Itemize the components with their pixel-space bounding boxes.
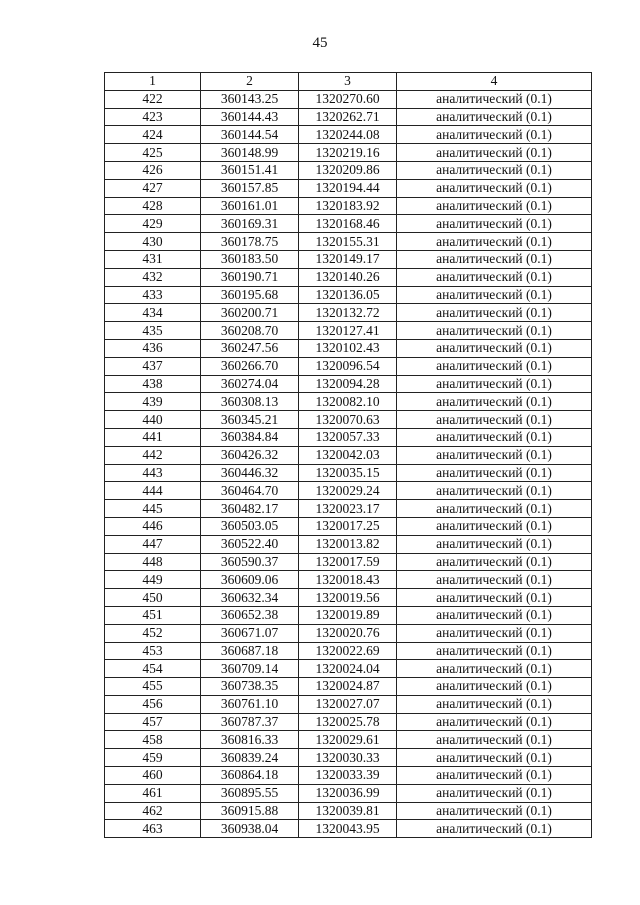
cell-point-number: 440: [105, 411, 201, 429]
cell-y-coordinate: 1320020.76: [299, 624, 397, 642]
cell-y-coordinate: 1320017.59: [299, 553, 397, 571]
table-row: [105, 678, 592, 696]
cell-y-coordinate: 1320030.33: [299, 749, 397, 767]
cell-method: аналитический (0.1): [397, 642, 592, 660]
cell-x-coordinate: 360183.50: [201, 250, 299, 268]
column-header-method: 4: [397, 73, 592, 91]
table-row: [105, 660, 592, 678]
cell-method: аналитический (0.1): [397, 731, 592, 749]
cell-y-coordinate: 1320155.31: [299, 233, 397, 251]
cell-point-number: 432: [105, 268, 201, 286]
table-row: [105, 411, 592, 429]
cell-method: аналитический (0.1): [397, 215, 592, 233]
table-body: [105, 90, 592, 837]
table-row: [105, 126, 592, 144]
cell-y-coordinate: 1320094.28: [299, 375, 397, 393]
cell-method: аналитический (0.1): [397, 446, 592, 464]
table-row: [105, 767, 592, 785]
table-row: [105, 197, 592, 215]
cell-y-coordinate: 1320018.43: [299, 571, 397, 589]
cell-method: аналитический (0.1): [397, 375, 592, 393]
cell-x-coordinate: 360274.04: [201, 375, 299, 393]
cell-method: аналитический (0.1): [397, 767, 592, 785]
cell-method: аналитический (0.1): [397, 322, 592, 340]
table-row: [105, 695, 592, 713]
cell-point-number: 423: [105, 108, 201, 126]
cell-y-coordinate: 1320017.25: [299, 517, 397, 535]
cell-method: аналитический (0.1): [397, 695, 592, 713]
table-row: [105, 517, 592, 535]
table-row: [105, 446, 592, 464]
cell-method: аналитический (0.1): [397, 144, 592, 162]
table-row: [105, 90, 592, 108]
table-row: [105, 802, 592, 820]
cell-method: аналитический (0.1): [397, 357, 592, 375]
cell-y-coordinate: 1320262.71: [299, 108, 397, 126]
cell-point-number: 463: [105, 820, 201, 838]
cell-method: аналитический (0.1): [397, 500, 592, 518]
cell-method: аналитический (0.1): [397, 233, 592, 251]
cell-y-coordinate: 1320082.10: [299, 393, 397, 411]
cell-method: аналитический (0.1): [397, 393, 592, 411]
cell-point-number: 444: [105, 482, 201, 500]
cell-y-coordinate: 1320033.39: [299, 767, 397, 785]
cell-y-coordinate: 1320057.33: [299, 428, 397, 446]
cell-point-number: 459: [105, 749, 201, 767]
table-row: [105, 464, 592, 482]
cell-point-number: 443: [105, 464, 201, 482]
table-row: [105, 731, 592, 749]
table-row: [105, 571, 592, 589]
table-row: [105, 250, 592, 268]
cell-point-number: 422: [105, 90, 201, 108]
cell-x-coordinate: 360208.70: [201, 322, 299, 340]
cell-y-coordinate: 1320027.07: [299, 695, 397, 713]
cell-point-number: 429: [105, 215, 201, 233]
table-row: [105, 749, 592, 767]
table-row: [105, 820, 592, 838]
cell-y-coordinate: 1320024.87: [299, 678, 397, 696]
cell-method: аналитический (0.1): [397, 126, 592, 144]
cell-y-coordinate: 1320102.43: [299, 339, 397, 357]
table-row: [105, 286, 592, 304]
coordinates-table: [104, 72, 592, 838]
cell-x-coordinate: 360671.07: [201, 624, 299, 642]
cell-method: аналитический (0.1): [397, 286, 592, 304]
cell-y-coordinate: 1320024.04: [299, 660, 397, 678]
cell-point-number: 455: [105, 678, 201, 696]
cell-method: аналитический (0.1): [397, 535, 592, 553]
cell-x-coordinate: 360426.32: [201, 446, 299, 464]
page-number: 45: [312, 35, 328, 51]
cell-y-coordinate: 1320127.41: [299, 322, 397, 340]
cell-method: аналитический (0.1): [397, 179, 592, 197]
cell-x-coordinate: 360895.55: [201, 784, 299, 802]
cell-y-coordinate: 1320136.05: [299, 286, 397, 304]
cell-method: аналитический (0.1): [397, 108, 592, 126]
table-row: [105, 784, 592, 802]
table-row: [105, 215, 592, 233]
cell-y-coordinate: 1320149.17: [299, 250, 397, 268]
cell-y-coordinate: 1320043.95: [299, 820, 397, 838]
cell-point-number: 431: [105, 250, 201, 268]
cell-y-coordinate: 1320096.54: [299, 357, 397, 375]
cell-point-number: 457: [105, 713, 201, 731]
cell-x-coordinate: 360144.43: [201, 108, 299, 126]
cell-method: аналитический (0.1): [397, 589, 592, 607]
cell-method: аналитический (0.1): [397, 90, 592, 108]
column-header-point-number: 1: [105, 73, 201, 91]
cell-y-coordinate: 1320036.99: [299, 784, 397, 802]
cell-y-coordinate: 1320219.16: [299, 144, 397, 162]
cell-x-coordinate: 360384.84: [201, 428, 299, 446]
cell-y-coordinate: 1320070.63: [299, 411, 397, 429]
cell-method: аналитический (0.1): [397, 517, 592, 535]
table-row: [105, 393, 592, 411]
cell-x-coordinate: 360787.37: [201, 713, 299, 731]
cell-point-number: 462: [105, 802, 201, 820]
cell-x-coordinate: 360144.54: [201, 126, 299, 144]
cell-method: аналитический (0.1): [397, 553, 592, 571]
column-header-y-coordinate: 3: [299, 73, 397, 91]
cell-y-coordinate: 1320209.86: [299, 161, 397, 179]
cell-x-coordinate: 360308.13: [201, 393, 299, 411]
cell-point-number: 437: [105, 357, 201, 375]
cell-method: аналитический (0.1): [397, 464, 592, 482]
cell-point-number: 436: [105, 339, 201, 357]
cell-method: аналитический (0.1): [397, 571, 592, 589]
cell-y-coordinate: 1320029.24: [299, 482, 397, 500]
cell-x-coordinate: 360915.88: [201, 802, 299, 820]
cell-y-coordinate: 1320042.03: [299, 446, 397, 464]
table-row: [105, 500, 592, 518]
cell-method: аналитический (0.1): [397, 411, 592, 429]
cell-method: аналитический (0.1): [397, 482, 592, 500]
cell-x-coordinate: 360195.68: [201, 286, 299, 304]
cell-point-number: 427: [105, 179, 201, 197]
cell-y-coordinate: 1320140.26: [299, 268, 397, 286]
table-row: [105, 339, 592, 357]
cell-point-number: 451: [105, 606, 201, 624]
cell-x-coordinate: 360247.56: [201, 339, 299, 357]
table-row: [105, 606, 592, 624]
cell-point-number: 442: [105, 446, 201, 464]
table-row: [105, 642, 592, 660]
cell-x-coordinate: 360345.21: [201, 411, 299, 429]
cell-y-coordinate: 1320029.61: [299, 731, 397, 749]
cell-point-number: 433: [105, 286, 201, 304]
cell-y-coordinate: 1320019.89: [299, 606, 397, 624]
cell-x-coordinate: 360652.38: [201, 606, 299, 624]
cell-x-coordinate: 360200.71: [201, 304, 299, 322]
cell-x-coordinate: 360266.70: [201, 357, 299, 375]
cell-x-coordinate: 360178.75: [201, 233, 299, 251]
cell-x-coordinate: 360687.18: [201, 642, 299, 660]
cell-point-number: 454: [105, 660, 201, 678]
cell-point-number: 441: [105, 428, 201, 446]
column-header-x-coordinate: 2: [201, 73, 299, 91]
cell-x-coordinate: 360864.18: [201, 767, 299, 785]
cell-point-number: 430: [105, 233, 201, 251]
cell-x-coordinate: 360632.34: [201, 589, 299, 607]
table-row: [105, 589, 592, 607]
cell-method: аналитический (0.1): [397, 802, 592, 820]
cell-point-number: 424: [105, 126, 201, 144]
cell-point-number: 458: [105, 731, 201, 749]
table-row: [105, 233, 592, 251]
cell-x-coordinate: 360938.04: [201, 820, 299, 838]
cell-y-coordinate: 1320023.17: [299, 500, 397, 518]
table-row: [105, 268, 592, 286]
cell-y-coordinate: 1320022.69: [299, 642, 397, 660]
table-row: [105, 375, 592, 393]
cell-point-number: 435: [105, 322, 201, 340]
table-row: [105, 161, 592, 179]
table-row: [105, 179, 592, 197]
cell-method: аналитический (0.1): [397, 339, 592, 357]
table-row: [105, 428, 592, 446]
cell-point-number: 452: [105, 624, 201, 642]
cell-method: аналитический (0.1): [397, 250, 592, 268]
cell-method: аналитический (0.1): [397, 624, 592, 642]
cell-point-number: 447: [105, 535, 201, 553]
cell-point-number: 434: [105, 304, 201, 322]
cell-point-number: 448: [105, 553, 201, 571]
cell-x-coordinate: 360151.41: [201, 161, 299, 179]
table-row: [105, 304, 592, 322]
cell-y-coordinate: 1320035.15: [299, 464, 397, 482]
cell-x-coordinate: 360709.14: [201, 660, 299, 678]
cell-y-coordinate: 1320019.56: [299, 589, 397, 607]
table-row: [105, 535, 592, 553]
cell-y-coordinate: 1320168.46: [299, 215, 397, 233]
cell-method: аналитический (0.1): [397, 197, 592, 215]
cell-point-number: 456: [105, 695, 201, 713]
cell-point-number: 426: [105, 161, 201, 179]
cell-y-coordinate: 1320039.81: [299, 802, 397, 820]
cell-point-number: 450: [105, 589, 201, 607]
cell-point-number: 425: [105, 144, 201, 162]
cell-x-coordinate: 360522.40: [201, 535, 299, 553]
cell-point-number: 449: [105, 571, 201, 589]
cell-point-number: 453: [105, 642, 201, 660]
table-row: [105, 713, 592, 731]
cell-x-coordinate: 360609.06: [201, 571, 299, 589]
table-row: [105, 553, 592, 571]
cell-method: аналитический (0.1): [397, 606, 592, 624]
table-row: [105, 624, 592, 642]
cell-point-number: 461: [105, 784, 201, 802]
cell-point-number: 428: [105, 197, 201, 215]
cell-method: аналитический (0.1): [397, 428, 592, 446]
cell-x-coordinate: 360839.24: [201, 749, 299, 767]
cell-x-coordinate: 360761.10: [201, 695, 299, 713]
cell-method: аналитический (0.1): [397, 713, 592, 731]
cell-x-coordinate: 360446.32: [201, 464, 299, 482]
cell-method: аналитический (0.1): [397, 678, 592, 696]
cell-method: аналитический (0.1): [397, 268, 592, 286]
cell-point-number: 445: [105, 500, 201, 518]
cell-y-coordinate: 1320194.44: [299, 179, 397, 197]
cell-y-coordinate: 1320244.08: [299, 126, 397, 144]
cell-x-coordinate: 360816.33: [201, 731, 299, 749]
header-row: [105, 73, 592, 91]
table-row: [105, 144, 592, 162]
cell-y-coordinate: 1320025.78: [299, 713, 397, 731]
cell-y-coordinate: 1320183.92: [299, 197, 397, 215]
cell-x-coordinate: 360590.37: [201, 553, 299, 571]
cell-method: аналитический (0.1): [397, 161, 592, 179]
cell-point-number: 439: [105, 393, 201, 411]
table-row: [105, 322, 592, 340]
cell-method: аналитический (0.1): [397, 820, 592, 838]
cell-x-coordinate: 360464.70: [201, 482, 299, 500]
cell-x-coordinate: 360169.31: [201, 215, 299, 233]
cell-x-coordinate: 360482.17: [201, 500, 299, 518]
table-row: [105, 357, 592, 375]
cell-y-coordinate: 1320132.72: [299, 304, 397, 322]
cell-y-coordinate: 1320013.82: [299, 535, 397, 553]
cell-y-coordinate: 1320270.60: [299, 90, 397, 108]
table-header: [105, 73, 592, 91]
cell-point-number: 438: [105, 375, 201, 393]
cell-method: аналитический (0.1): [397, 304, 592, 322]
cell-x-coordinate: 360503.05: [201, 517, 299, 535]
cell-method: аналитический (0.1): [397, 784, 592, 802]
cell-method: аналитический (0.1): [397, 660, 592, 678]
cell-x-coordinate: 360190.71: [201, 268, 299, 286]
cell-x-coordinate: 360143.25: [201, 90, 299, 108]
cell-x-coordinate: 360157.85: [201, 179, 299, 197]
cell-x-coordinate: 360148.99: [201, 144, 299, 162]
cell-point-number: 446: [105, 517, 201, 535]
cell-point-number: 460: [105, 767, 201, 785]
cell-x-coordinate: 360161.01: [201, 197, 299, 215]
table-row: [105, 108, 592, 126]
cell-x-coordinate: 360738.35: [201, 678, 299, 696]
cell-method: аналитический (0.1): [397, 749, 592, 767]
table-row: [105, 482, 592, 500]
